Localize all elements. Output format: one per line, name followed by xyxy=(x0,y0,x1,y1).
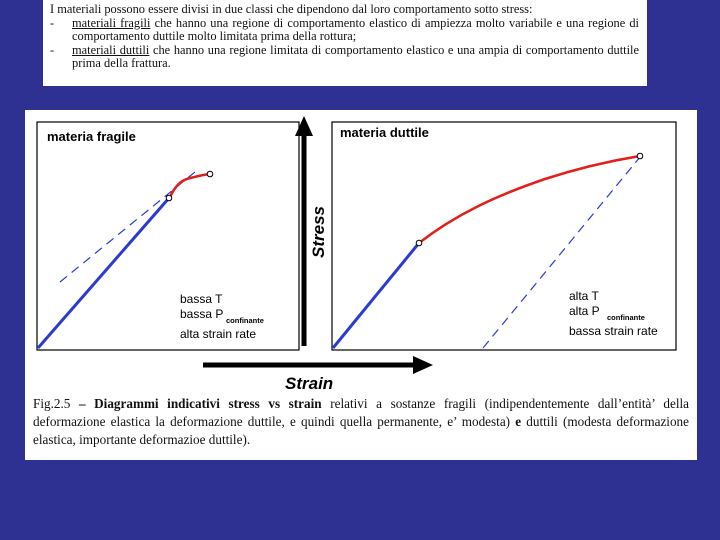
strain-axis-arrow xyxy=(413,356,433,374)
ductile-rupture-point xyxy=(637,153,643,159)
ductile-label-strain-rate: bassa strain rate xyxy=(569,324,658,338)
fragile-yield-point xyxy=(166,195,172,201)
fragile-elastic-line xyxy=(38,198,169,348)
caption-dash: – xyxy=(70,396,95,411)
fragile-label-pressure: bassa P xyxy=(180,307,224,321)
caption-title: Diagrammi indicativi stress vs strain xyxy=(94,396,322,411)
stress-strain-figure xyxy=(25,110,697,395)
list-dash: - xyxy=(50,15,55,30)
ductile-elastic-line xyxy=(333,243,419,348)
fragile-rupture-point xyxy=(207,171,213,177)
caption-text-ductile: duttili (modesta deformazione elastica, importante deformazioe duttile). xyxy=(33,414,690,447)
fragile-label-temperature: bassa T xyxy=(180,292,223,306)
intro-panel xyxy=(43,0,647,86)
list-dash: - xyxy=(50,42,55,57)
ductile-label-pressure: alta P xyxy=(569,304,600,318)
term-fragili: materiali fragili xyxy=(72,15,151,30)
ductile-yield-point xyxy=(416,240,422,246)
fragile-panel-title: materia fragile xyxy=(47,129,136,144)
intro-heading: I materiali possono essere divisi in due classi che dipendono dal loro comportamento sotto stress: xyxy=(50,2,533,16)
stress-axis-label: Stress xyxy=(309,206,328,258)
item-text-fragili: che hanno una regione di comportamento elastico di ampiezza molto variabile e una regione di comportamento duttile molto limitata prima della rottura; xyxy=(72,15,639,44)
figure-caption xyxy=(33,395,689,449)
ductile-label-temperature: alta T xyxy=(569,289,599,303)
ductile-ductile-curve xyxy=(419,156,640,243)
list-item-duttili xyxy=(50,44,639,71)
ductile-panel-title: materia duttile xyxy=(340,125,429,140)
stress-axis-arrow xyxy=(295,116,313,136)
caption-text-fragile: relativi a sostanze fragili (indipendentemente dall’entità’ della deformazione elastica la deformazione duttile, e quindi quella permanente, e’ modesta) xyxy=(33,396,690,429)
item-text-duttili: che hanno una regione limitata di comportamento elastico e una ampia di comportamento duttile prima della frattura. xyxy=(72,42,639,71)
ductile-label-pressure-subscript: confinante xyxy=(607,313,645,322)
caption-conjunction: e xyxy=(515,414,522,429)
list-item-fragili xyxy=(50,17,639,44)
strain-axis-label: Strain xyxy=(285,374,334,393)
figure-panel xyxy=(25,110,697,460)
term-duttili: materiali duttili xyxy=(72,42,150,57)
fragile-label-strain-rate: alta strain rate xyxy=(180,327,257,341)
fragile-ductile-curve xyxy=(170,174,209,197)
caption-fig-number: Fig.2.5 xyxy=(33,396,71,411)
fragile-label-pressure-subscript: confinante xyxy=(226,316,264,325)
